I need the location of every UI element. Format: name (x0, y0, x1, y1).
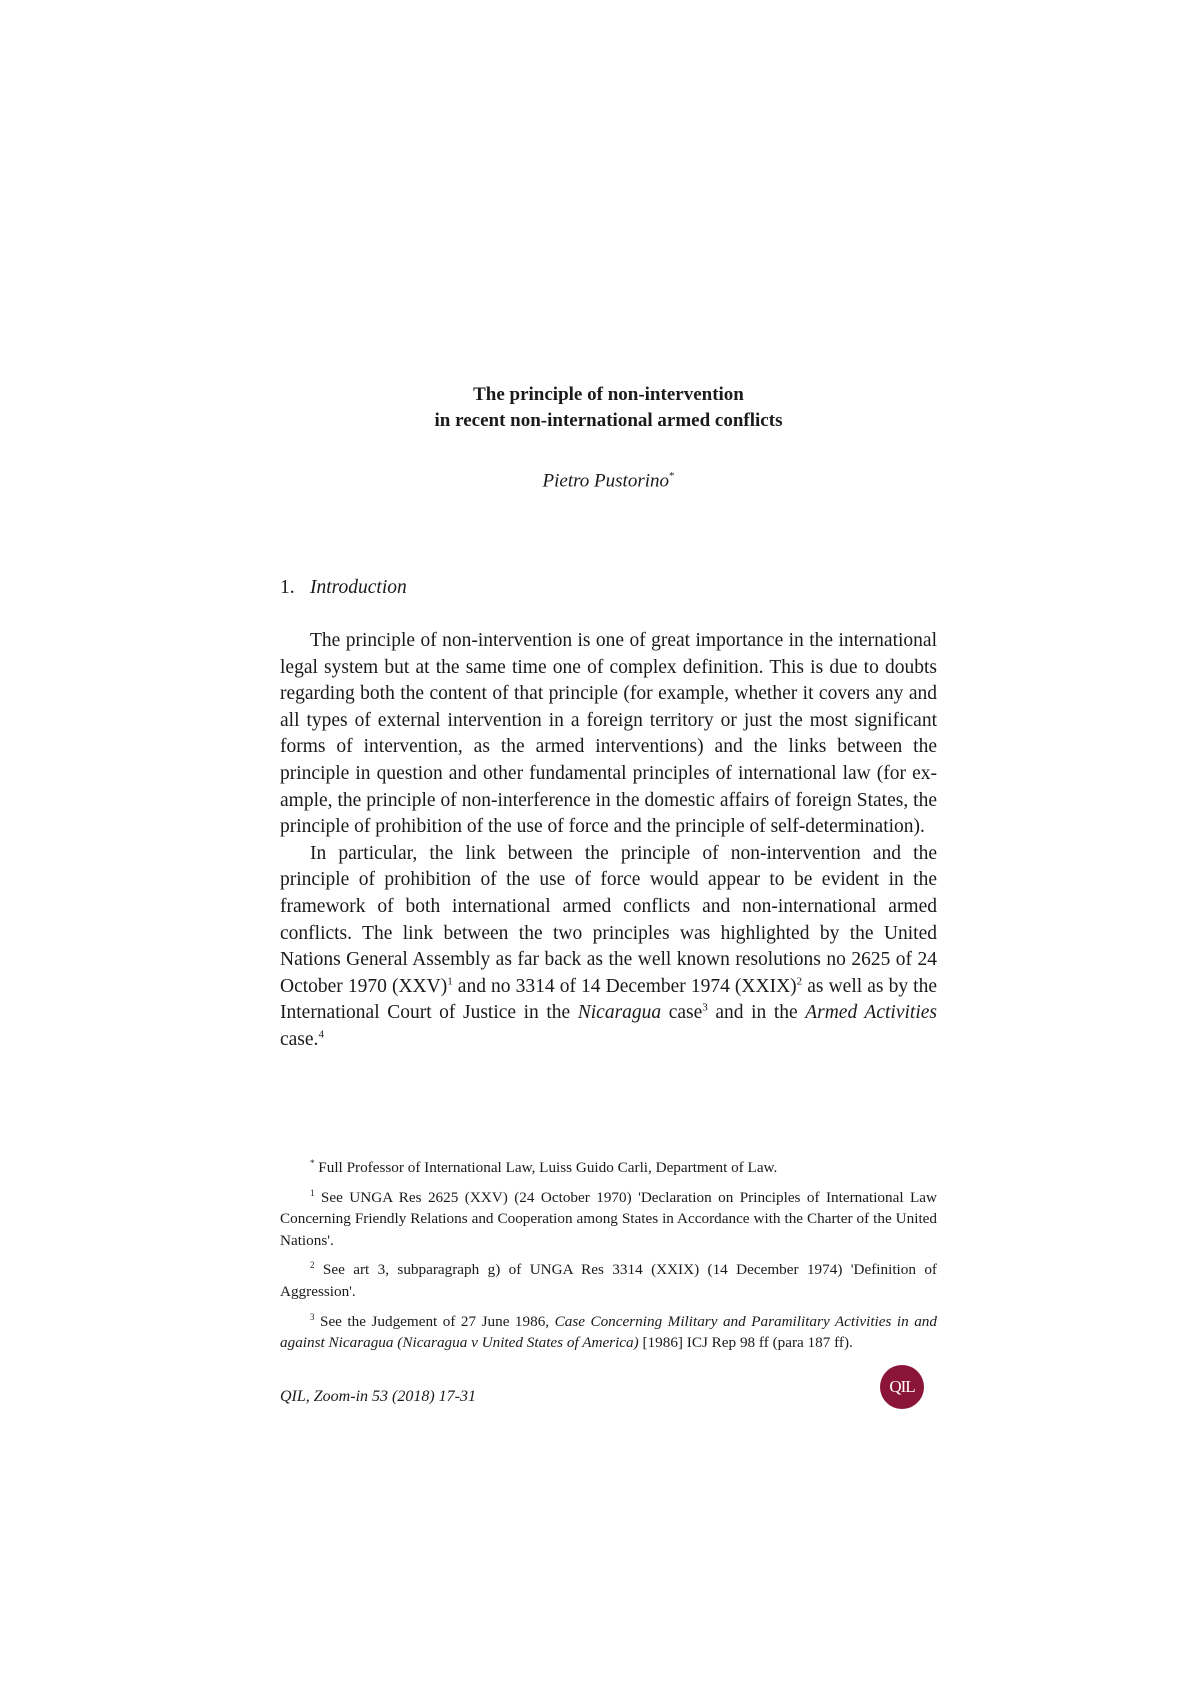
paragraph-2 (280, 841, 937, 1054)
paragraph-1: The principle of non-intervention is one of great importance in the international legal system but at the same time one of complex definition. This is due to doubts regarding both the content of that principle (for example, whether it covers any and all types of external intervention in a foreign territory or just the most significant forms of intervention, as the armed interventions) and the links between the principle in question and other fundamental principles of international law (for example, the principle of non-interference in the domestic affairs of foreign States, the principle of prohibition of the use of force and the principle of self-determination). (280, 630, 937, 838)
paragraph-2-text: and in the (707, 1002, 806, 1024)
footnote-1 (280, 1187, 937, 1252)
title-line-1: The principle of non-intervention (473, 384, 744, 405)
footnote-text: See the Judgement of 27 June 1986, (314, 1312, 555, 1330)
paragraph-2-text: case (661, 1002, 703, 1024)
article-title (280, 382, 937, 434)
body-text (280, 628, 937, 1054)
author-name: Pietro Pustorino (542, 470, 669, 492)
paragraph-2-text: In particular, the link between the principle of non-intervention and the principle of prohibition of the use of force would appear to be evident in the framework of both international armed conflicts and non-international armed conflicts. The link between the two principles was highlighted by the United Nations General Assembly as far back as the well known resolutions no 2625 of 24 October 1970 (XXV) (280, 842, 937, 997)
footnote-ref-3[interactable]: 3 (702, 1001, 708, 1014)
footnotes (280, 1157, 937, 1362)
footnote-text: Full Professor of International Law, Luiss Guido Carli, Department of Law. (314, 1159, 778, 1176)
footnote-3 (280, 1311, 937, 1354)
title-line-2: in recent non-international armed conflicts (434, 410, 783, 431)
footnote-mark: 1 (310, 1187, 315, 1198)
footnote-mark: 3 (310, 1311, 315, 1322)
footnote-ref-4[interactable]: 4 (318, 1028, 324, 1041)
case-name-nicaragua: Nicaragua (577, 1002, 662, 1024)
case-name-armed-activities: Armed Activities (805, 1002, 937, 1024)
footnote-text: See UNGA Res 2625 (XXV) (24 October 1970) 'Declaration on Principles of International Law Concerning Friendly Relations and Cooperation among States in Accordance with the Charter of the United Nations'. (280, 1188, 937, 1249)
footnote-author (280, 1157, 937, 1179)
author-footnote-mark[interactable]: * (669, 470, 675, 482)
author-line (280, 463, 937, 494)
footnote-text: See art 3, subparagraph g) of UNGA Res 3314 (XXIX) (14 December 1974) 'Definition of Aggression'. (280, 1261, 937, 1300)
article-page (280, 0, 937, 1698)
footnote-mark: 2 (310, 1260, 315, 1271)
footnote-ref-2[interactable]: 2 (796, 975, 803, 988)
footnote-text: [1986] ICJ Rep 98 ff (para 187 ff). (638, 1334, 853, 1352)
journal-citation: QIL, Zoom-in 53 (2018) 17-31 (280, 1388, 476, 1405)
qil-logo: QIL (880, 1365, 924, 1409)
paragraph-2-text: case. (280, 1028, 319, 1050)
footnote-ref-1[interactable]: 1 (447, 975, 453, 988)
footnote-2 (280, 1259, 937, 1302)
paragraph-2-text: and no 3314 of 14 December 1974 (XXIX) (452, 975, 797, 997)
footnote-mark: * (310, 1157, 315, 1168)
paragraph-2-text: as well as by the International Court of Justice in the (280, 975, 937, 1024)
case-citation: Case Concerning Military and Paramilitary Activities in and against Nicaragua (Nicaragua v United States of America) (280, 1312, 937, 1352)
section-number: 1. (280, 577, 295, 598)
section-heading (280, 575, 407, 601)
section-title: Introduction (310, 577, 407, 598)
